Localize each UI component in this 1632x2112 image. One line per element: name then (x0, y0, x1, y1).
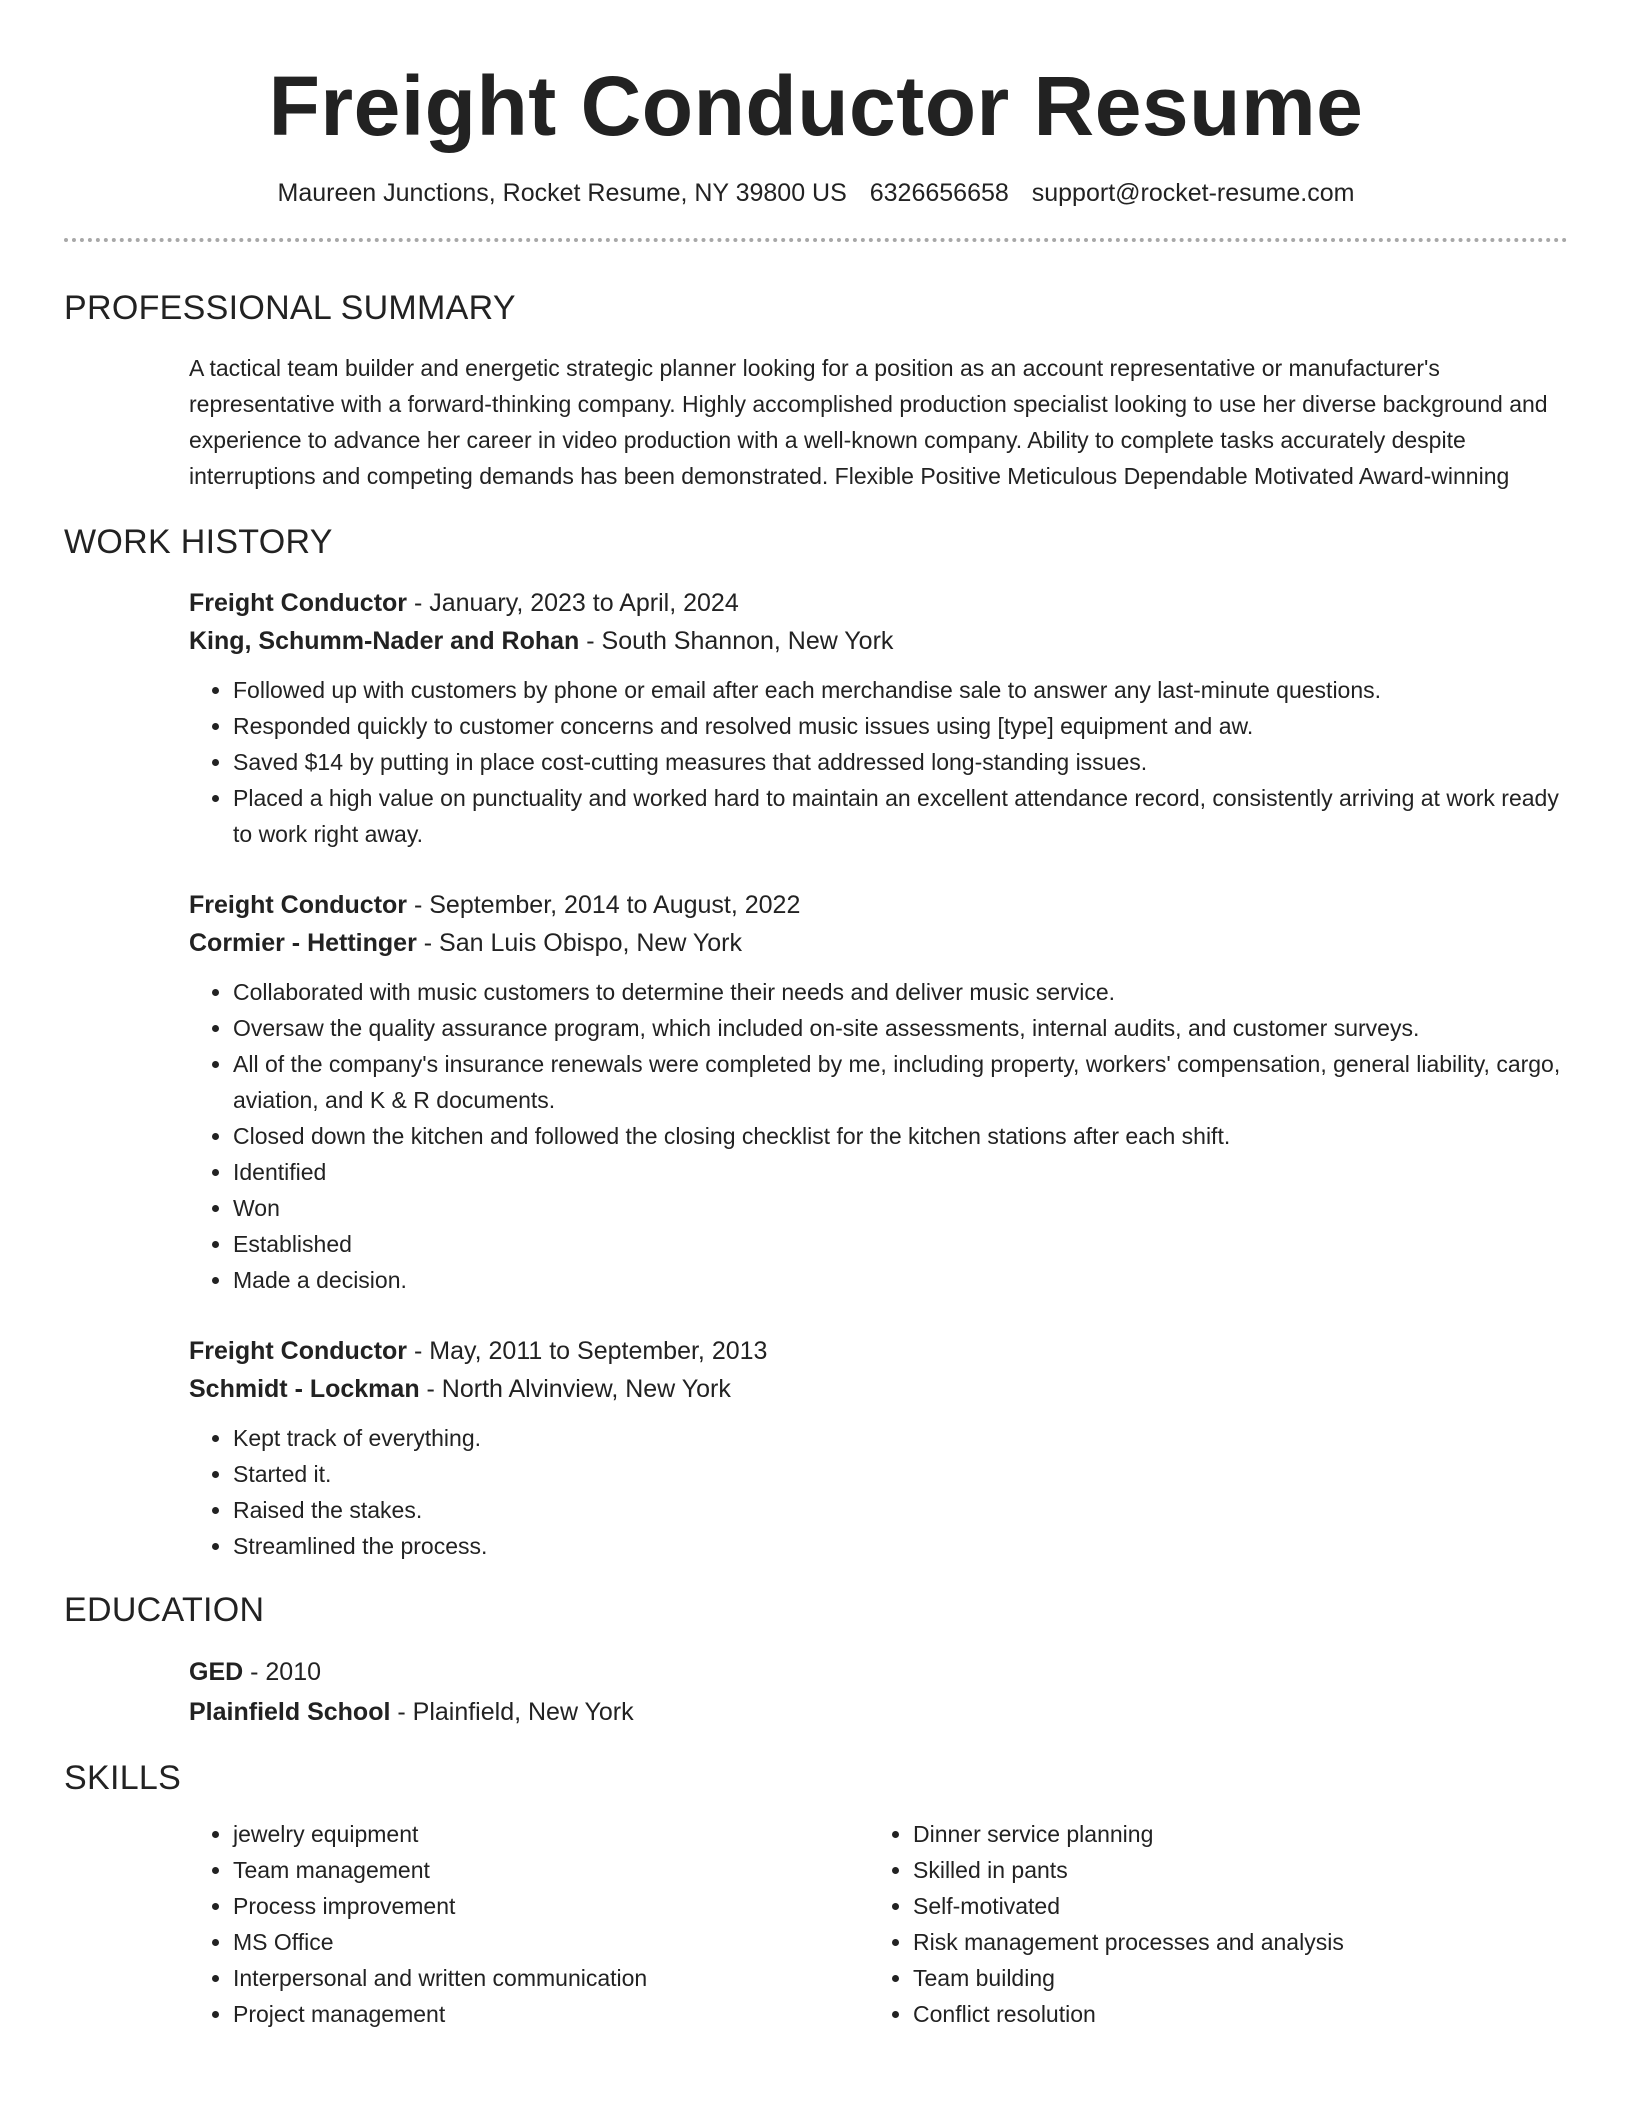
summary-text: A tactical team builder and energetic strategic planner looking for a position as an account representative or manufacturer's representative with a forward-thinking company. Highly accomplished production specialist looking to use her diverse background and experience to advance her career in video production with a well-known company. Ability to complete tasks accurately despite interruptions and competing demands has been demonstrated. Flexible Positive Meticulous Dependable Motivated Award-winning (189, 355, 1548, 489)
job-company-line (189, 924, 1568, 962)
job-dates: - September, 2014 to August, 2022 (407, 891, 801, 919)
skill-item: • Interpersonal and written communication (233, 1960, 869, 1996)
job-bullet: • Responded quickly to customer concerns and resolved music issues using [type] equipment and aw. (233, 708, 1568, 744)
job-bullets (189, 974, 1568, 1298)
contact-phone: 6326656658 (869, 179, 1009, 207)
skills-grid (189, 1816, 1568, 2032)
job-company: King, Schumm-Nader and Rohan (189, 627, 580, 655)
skill-item: • Dinner service planning (913, 1816, 1549, 1852)
job-bullets (189, 1420, 1568, 1564)
education-year: - 2010 (243, 1658, 322, 1686)
skills-column-left (189, 1816, 869, 2032)
skills-heading: SKILLS (64, 1759, 182, 1797)
summary-heading: PROFESSIONAL SUMMARY (64, 289, 516, 327)
skills-section (64, 1758, 1568, 2032)
skill-item: • Conflict resolution (913, 1996, 1549, 2032)
job-entry (189, 886, 1568, 1298)
job-bullet: • Streamlined the process. (233, 1528, 1568, 1564)
summary-section (64, 288, 1568, 494)
job-bullet: • Raised the stakes. (233, 1492, 1568, 1528)
work-history-section (64, 522, 1568, 1564)
skill-item: • Skilled in pants (913, 1852, 1549, 1888)
education-location: - Plainfield, New York (390, 1698, 634, 1726)
job-bullet: • Kept track of everything. (233, 1420, 1568, 1456)
job-title-line (189, 1332, 1568, 1370)
job-bullets (189, 672, 1568, 852)
contact-address: Maureen Junctions, Rocket Resume, NY 39800 US (277, 179, 847, 207)
job-bullet: • Closed down the kitchen and followed the closing checklist for the kitchen stations after each shift. (233, 1118, 1568, 1154)
contact-line (64, 176, 1568, 210)
skill-item: • Self-motivated (913, 1888, 1549, 1924)
job-dates: - January, 2023 to April, 2024 (407, 589, 739, 617)
header-divider (64, 238, 1568, 242)
job-bullet: • Made a decision. (233, 1262, 1568, 1298)
skill-item: • jewelry equipment (233, 1816, 869, 1852)
skill-item: • Team management (233, 1852, 869, 1888)
job-bullet: • Saved $14 by putting in place cost-cutting measures that addressed long-standing issues. (233, 744, 1568, 780)
job-location: - South Shannon, New York (579, 627, 894, 655)
job-title: Freight Conductor (189, 1337, 408, 1365)
skill-item: • Project management (233, 1996, 869, 2032)
job-location: - North Alvinview, New York (419, 1375, 731, 1403)
education-school-line (189, 1692, 1568, 1732)
skill-item: • MS Office (233, 1924, 869, 1960)
job-bullet: • Oversaw the quality assurance program, which included on-site assessments, internal audits, and customer surveys. (233, 1010, 1568, 1046)
work-history-heading: WORK HISTORY (64, 523, 333, 561)
contact-email: support@rocket-resume.com (1031, 179, 1355, 207)
job-entry (189, 1332, 1568, 1564)
job-bullet: • All of the company's insurance renewals were completed by me, including property, workers' compensation, general liability, cargo, aviation, and K & R documents. (233, 1046, 1568, 1118)
job-location: - San Luis Obispo, New York (416, 929, 742, 957)
job-title-line (189, 886, 1568, 924)
job-bullet: • Identified (233, 1154, 1568, 1190)
education-section (64, 1590, 1568, 1732)
education-school: Plainfield School (189, 1698, 391, 1726)
skills-column-right (869, 1816, 1549, 2032)
education-heading: EDUCATION (64, 1591, 265, 1629)
education-degree-line (189, 1652, 1568, 1692)
job-bullet: • Started it. (233, 1456, 1568, 1492)
job-bullet: • Established (233, 1226, 1568, 1262)
job-title: Freight Conductor (189, 589, 408, 617)
job-entry (189, 584, 1568, 852)
skill-item: • Team building (913, 1960, 1549, 1996)
job-bullet: • Followed up with customers by phone or email after each merchandise sale to answer any last-minute questions. (233, 672, 1568, 708)
job-company-line (189, 1370, 1568, 1408)
skill-item: • Risk management processes and analysis (913, 1924, 1549, 1960)
job-company-line (189, 622, 1568, 660)
job-bullet: • Placed a high value on punctuality and worked hard to maintain an excellent attendance record, consistently arriving at work ready to work right away. (233, 780, 1568, 852)
job-company: Cormier - Hettinger (189, 929, 417, 957)
job-bullet: • Won (233, 1190, 1568, 1226)
job-dates: - May, 2011 to September, 2013 (407, 1337, 768, 1365)
job-company: Schmidt - Lockman (189, 1375, 420, 1403)
resume-title: Freight Conductor Resume (268, 59, 1364, 153)
job-bullet: • Collaborated with music customers to determine their needs and deliver music service. (233, 974, 1568, 1010)
job-title: Freight Conductor (189, 891, 408, 919)
job-title-line (189, 584, 1568, 622)
education-degree: GED (189, 1658, 244, 1686)
skill-item: • Process improvement (233, 1888, 869, 1924)
